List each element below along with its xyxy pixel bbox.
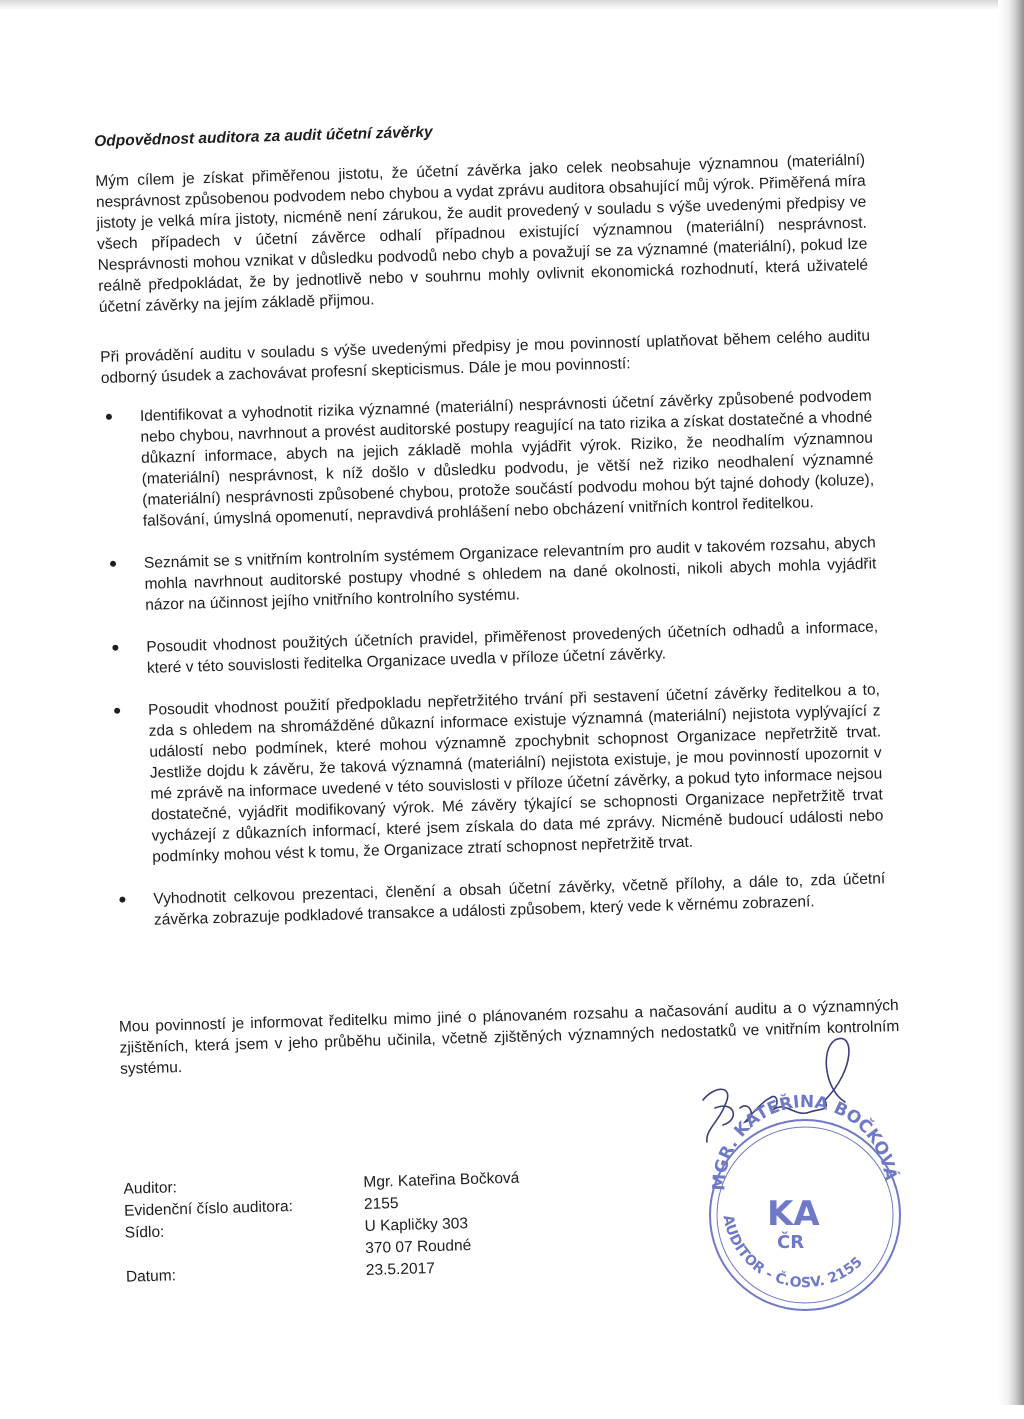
date-value: 23.5.2017 — [365, 1260, 436, 1279]
duty-text: Posoudit vhodnost použitých účetních pravidel, přiměřenost provedených účetních odhadů a informace, které v této souvislosti ředitelka Organizace uvedla v příloze účetní závěrky. — [146, 618, 879, 677]
bullet-icon — [110, 561, 116, 567]
evidence-label: Evidenční číslo auditora: — [123, 1197, 294, 1220]
date-label: Datum: — [125, 1267, 177, 1286]
duty-text: Posoudit vhodnost použití předpokladu nepřetržitého trvání při sestavení účetní závěrky ředitelkou a to, zda s ohledem na shromážděné důkazní informace existuje významná (materiální) nejistota vyplývající z událostí nebo podmínek, které mohou významně zpochybnit schopnost Organizace nepřetržitě trvat. Jestliže dojdu k závěru, že taková významná (materiální) nejistota existuje, je mou povinností upozornit v mé zprávě na informace uvedené v této souvislosti v příloze účetní závěrky, a pokud tyto informace nejsou dostatečné, vyjádřit modifikovaný výrok. Mé závěry týkající se schopnosti Organizace nepřetržitě trvat vycházejí z důkazních informací, které jsem získala do data mé zprávy. Nicméně budoucí události nebo podmínky mohou vést k tomu, že Organizace ztratí schopnost nepřetržitě trvat. — [147, 681, 884, 866]
stamp-country-text: ČR — [777, 1232, 805, 1253]
auditor-row — [123, 1169, 520, 1201]
duty-item — [110, 679, 884, 868]
address-line-2: 370 07 Roudné — [365, 1237, 472, 1257]
date-row — [125, 1260, 436, 1289]
paragraph-duties-intro: Při provádění auditu v souladu s výše uvedenými předpisy je mou povinností uplatňovat během celého auditu odborný úsudek a zachovávat profesní skepticismus. Dále je mou povinností: — [100, 327, 871, 388]
duty-item — [102, 386, 875, 533]
stamp-bottom-text: AUDITOR - Č.OSV. 2155 — [719, 1213, 866, 1292]
paragraph-communication: Mou povinností je informovat ředitelku mimo jiné o plánovaném rozsahu a načasování auditu a o významných zjištěních, která jsem v jeho průběhu učinila, včetně zjištěných významných nedostatků ve vnitřním kontrolním systému. — [118, 996, 900, 1078]
duty-text: Seznámit se s vnitřním kontrolním systémem Organizace relevantním pro audit v takovém rozsahu, abych mohla navrhnout auditorské postupy vhodné s ohledem na dané okolnosti, nikoli abych mohla vyjádřit názor na účinnost jejího vnitřního kontrolního systému. — [143, 534, 877, 614]
address-line-1: U Kapličky 303 — [364, 1215, 469, 1235]
auditor-stamp — [695, 1030, 915, 1320]
bullet-icon — [106, 414, 112, 420]
evidence-row — [123, 1195, 399, 1223]
bullet-icon — [112, 645, 118, 651]
address-row — [125, 1237, 472, 1267]
sidlo-row — [124, 1215, 469, 1245]
bullet-icon — [114, 708, 120, 714]
svg-text:MGR. KATEŘINA BOČKOVÁ — [709, 1091, 902, 1191]
paragraph-objective: Mým cílem je získat přiměřenou jistotu, že účetní závěrka jako celek neobsahuje významnou (materiální) nesprávnost způsobenou podvodem nebo chybou a vydat zprávu auditora obsahující můj výrok. Přiměřená míra jistoty je velká míra jistoty, nicméně není zárukou, že audit provedený v souladu s výše uvedenými předpisy ve všech případech v účetní závěrce odhalí případnou existující významnou (materiální) nesprávnost. Nesprávnosti mohou vznikat v důsledku podvodů nebo chyb a považují se za významné (materiální), pokud lze reálně předpokládat, že by jednotlivě nebo v souhrnu mohly ovlivnit ekonomická rozhodnutí, která uživatelé účetní závěrky na jejím základě přijmou. — [95, 151, 869, 317]
auditor-label: Auditor: — [123, 1179, 178, 1198]
auditor-name: Mgr. Kateřina Bočková — [363, 1169, 520, 1191]
duty-item — [115, 868, 886, 931]
duties-list — [102, 385, 897, 953]
evidence-number: 2155 — [363, 1195, 399, 1213]
stamp-top-text: MGR. KATEŘINA BOČKOVÁ — [709, 1092, 901, 1192]
bullet-icon — [119, 897, 125, 903]
duty-text: Identifikovat a vyhodnotit rizika významné (materiální) nesprávnosti účetní závěrky způsobené podvodem nebo chybou, navrhnout a provést auditorské postupy reagující na tato rizika a získat dostatečné a vhodné důkazní informace, abych na jejich základě mohla vyjádřit výrok. Riziko, že neodhalím významnou (materiální) nesprávnost, k níž došlo v důsledku podvodu, je větší než riziko neodhalení významné (materiální) nesprávnosti způsobené chybou, protože součástí podvodu mohou být tajné dohody (koluze), falšování, úmyslná opomenutí, nepravdivá prohlášení nebo obcházení vnitřních kontrol ředitelkou. — [139, 387, 875, 530]
section-heading: Odpovědnost auditora za audit účetní závěrky — [94, 123, 433, 151]
sidlo-label: Sídlo: — [124, 1223, 165, 1242]
duty-item — [106, 532, 877, 616]
duty-text: Vyhodnotit celkovou prezentaci, členění a obsah účetní závěrky, včetně přílohy, a dále to, zda účetní závěrka zobrazuje podkladové transakce a události způsobem, který vede k věrnému zobrazení. — [153, 870, 886, 929]
handwritten-signature — [703, 1038, 849, 1142]
signature-block — [123, 1169, 520, 1289]
stamp-logo-text: KA — [767, 1194, 820, 1234]
duty-item — [108, 616, 879, 679]
